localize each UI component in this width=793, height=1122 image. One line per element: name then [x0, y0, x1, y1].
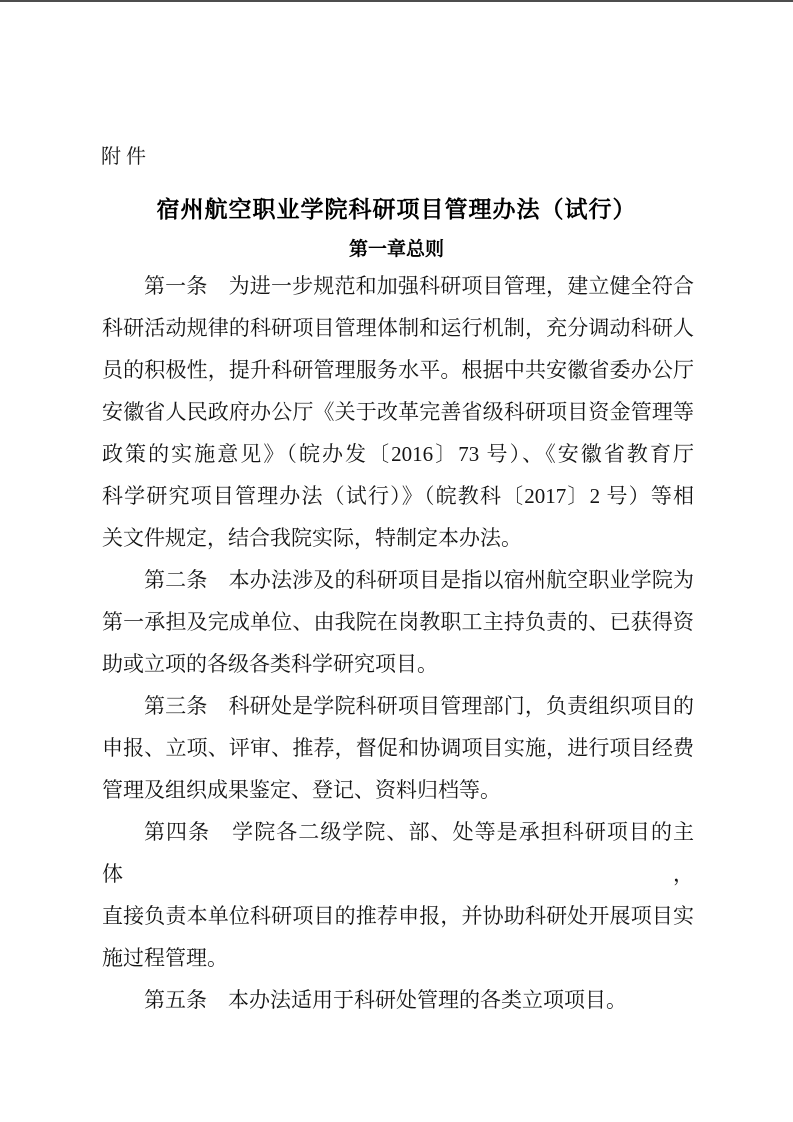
body-line: 第五条 本办法适用于科研处管理的各类立项项目。	[144, 988, 627, 1012]
page-top-edge-line	[0, 0, 793, 2]
body-line: 直接负责本单位科研项目的推荐申报，并协助科研处开展项目实	[102, 904, 694, 928]
body-line: 管理及组织成果鉴定、登记、资料归档等。	[102, 778, 501, 802]
document-body	[102, 265, 694, 1021]
body-line: 科研活动规律的科研项目管理体制和运行机制，充分调动科研人	[102, 316, 694, 340]
body-line: 第二条 本办法涉及的科研项目是指以宿州航空职业学院为	[144, 568, 694, 592]
body-line: 施过程管理。	[102, 946, 228, 970]
body-line: 第四条 学院各二级学院、部、处等是承担科研项目的主体，	[102, 820, 694, 886]
body-line: 关文件规定，结合我院实际，特制定本办法。	[102, 526, 522, 550]
body-line: 安徽省人民政府办公厅《关于改革完善省级科研项目资金管理等	[102, 400, 694, 424]
chapter-heading: 第一章总则	[348, 239, 444, 260]
body-line: 科学研究项目管理办法（试行）》（皖教科〔2017〕2 号）等相	[102, 484, 694, 508]
body-line: 第三条 科研处是学院科研项目管理部门，负责组织项目的	[144, 694, 694, 718]
body-line: 助或立项的各级各类科学研究项目。	[102, 652, 438, 676]
body-line: 政策的实施意见》（皖办发〔2016〕73 号）、《安徽省教育厅	[102, 442, 694, 466]
attachment-label: 附件	[101, 146, 151, 168]
body-line: 第一条 为进一步规范和加强科研项目管理，建立健全符合	[144, 274, 694, 298]
body-line: 申报、立项、评审、推荐，督促和协调项目实施，进行项目经费	[102, 736, 694, 760]
body-line: 第一承担及完成单位、由我院在岗教职工主持负责的、已获得资	[102, 610, 694, 634]
body-line: 员的积极性，提升科研管理服务水平。根据中共安徽省委办公厅	[102, 358, 694, 382]
document-title: 宿州航空职业学院科研项目管理办法（试行）	[156, 196, 637, 222]
